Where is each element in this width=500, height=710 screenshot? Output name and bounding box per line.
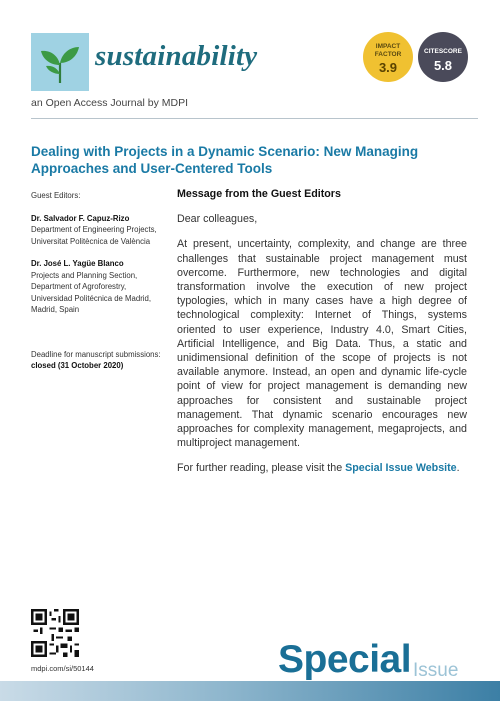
special-word: Special xyxy=(278,638,412,681)
issue-title-line-1: Dealing with Projects in a Dynamic Scenario: New Managing xyxy=(31,144,419,159)
further-reading-text: For further reading, please visit the xyxy=(177,462,343,475)
editor-2-name: Dr. José L. Yagüe Blanco xyxy=(31,259,124,268)
issue-title-line-2: Approaches and User-Centered Tools xyxy=(31,161,273,176)
message-greeting: Dear colleagues, xyxy=(177,213,258,226)
leaf-icon xyxy=(31,33,89,91)
journal-name: sustainability xyxy=(95,40,258,72)
impact-factor-badge xyxy=(363,32,413,82)
qr-code-icon[interactable] xyxy=(31,609,79,657)
message-body: At present, uncertainty, complexity, and change are three challenges that sustainable project management must overcome. Furthermore, new technologies and digital transformation involve the execution of new project typologies, which in many cases have a high degree of technological complexity: Internet of Things, systems oriented to user experience, Industry 4.0, Smart Cities, Artificial Intelligence, and Big Data. Thus, a static and unidimensional definition of the scope of projects is not available anymore. Instead, an open and dynamic life-cycle point of view for project management is demanding new approaches for consistent and sustainable project management. That dynamic scenario encourages new approaches for complexity management, megaprojects, and multiproject management. xyxy=(177,238,467,450)
editor-1-name: Dr. Salvador F. Capuz-Rizo xyxy=(31,213,130,223)
citescore-badge xyxy=(418,32,468,82)
editor-2-affiliation: Projects and Planning Section, Department of Agroforestry, Universidad Politécnica de Madrid, Madrid, Spain xyxy=(31,270,152,314)
journal-tagline: an Open Access Journal by MDPI xyxy=(31,97,188,109)
impact-factor-label-2: FACTOR xyxy=(374,50,402,58)
editors-panel xyxy=(31,190,166,372)
deadline-value: closed (31 October 2020) xyxy=(31,361,124,370)
issue-word: Issue xyxy=(413,660,459,681)
footer-gradient-bar xyxy=(0,681,500,701)
further-reading xyxy=(177,461,467,475)
further-reading-end: . xyxy=(456,462,460,475)
impact-factor-label-1: IMPACT xyxy=(375,43,401,50)
message-panel xyxy=(177,187,467,487)
citescore-value: 5.8 xyxy=(433,57,453,73)
citescore-label: CITESCORE xyxy=(424,48,462,55)
message-heading: Message from the Guest Editors xyxy=(177,188,341,200)
guest-editors-label: Guest Editors: xyxy=(31,191,81,200)
special-issue-website-link[interactable]: Special Issue Website xyxy=(345,462,457,475)
journal-logo xyxy=(31,33,89,91)
deadline-label: Deadline for manuscript submissions: xyxy=(31,349,161,359)
issue-title xyxy=(31,143,471,177)
special-issue-url[interactable]: mdpi.com/si/50144 xyxy=(31,664,94,673)
editor-1-affiliation: Department of Engineering Projects, Universitat Politècnica de València xyxy=(31,225,157,246)
header-divider xyxy=(31,118,478,119)
impact-factor-value: 3.9 xyxy=(378,60,398,75)
